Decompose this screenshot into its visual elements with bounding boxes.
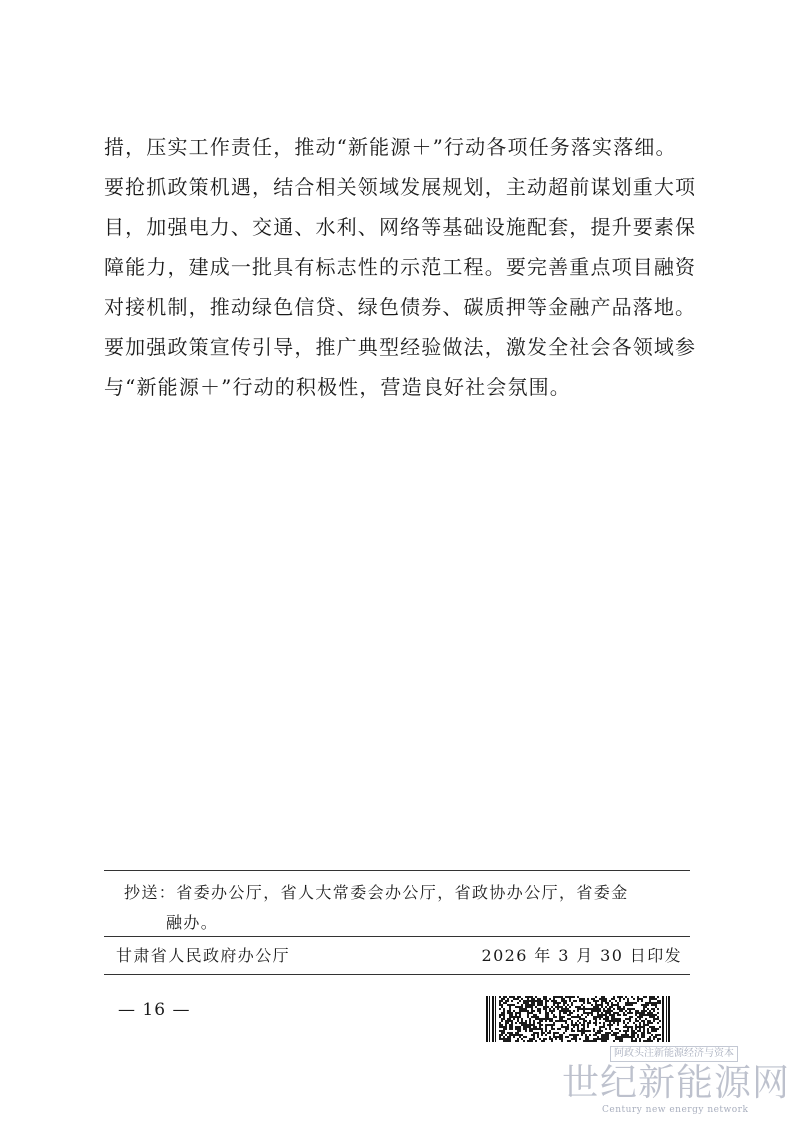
footer-top-rule (104, 870, 690, 871)
watermark-slogan: 阿政头注新能源经济与资本 (610, 1046, 738, 1062)
body-line: 要加强政策宣传引导，推广典型经验做法，激发全社会各领域参 (104, 335, 697, 359)
cc-list (124, 878, 684, 938)
watermark-english: Century new energy network (602, 1105, 749, 1115)
issue-date: 2026 年 3 月 30 日印发 (481, 946, 682, 965)
site-watermark (562, 1046, 788, 1118)
cc-line-2: 融办。 (166, 913, 219, 932)
cc-recipients: 省委办公厅，省人大常委会办公厅，省政协办公厅，省委金 (176, 883, 629, 902)
body-line: 对接机制，推动绿色信贷、绿色债券、碳质押等金融产品落地。 (104, 295, 697, 319)
body-line: 措，压实工作责任，推动“新能源＋”行动各项任务落实落细。 (104, 135, 677, 159)
cc-line-1 (124, 878, 684, 908)
page-number: — 16 — (118, 1000, 191, 1020)
watermark-logo: 世纪新能源网 (562, 1061, 790, 1104)
issuer-row (116, 940, 682, 972)
issuer-name: 甘肃省人民政府办公厅 (116, 946, 291, 965)
body-line: 与“新能源＋”行动的积极性，营造良好社会氛围。 (104, 375, 571, 399)
body-line: 障能力，建成一批具有标志性的示范工程。要完善重点项目融资 (104, 255, 697, 279)
footer-middle-rule (104, 936, 690, 937)
footer-bottom-rule (104, 974, 690, 975)
body-line: 目，加强电力、交通、水利、网络等基础设施配套，提升要素保 (104, 215, 697, 239)
cc-label: 抄送： (124, 883, 177, 902)
document-body (104, 127, 697, 407)
body-line: 要抢抓政策机遇，结合相关领域发展规划，主动超前谋划重大项 (104, 175, 697, 199)
barcode-image (486, 996, 670, 1042)
